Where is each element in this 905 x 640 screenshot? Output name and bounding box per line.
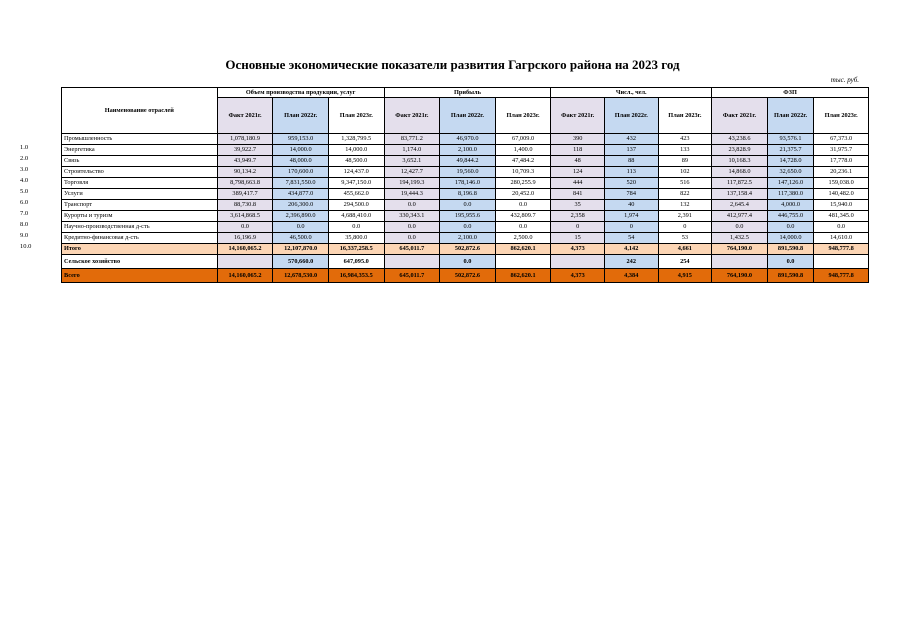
value-cell: 88,730.8 [217,200,273,211]
value-cell: 206,300.0 [273,200,329,211]
value-cell: 455,662.0 [328,189,384,200]
value-cell: 4,373 [551,244,605,255]
value-cell: 0.0 [384,233,440,244]
subheader-plan-2022: План 2022г. [604,98,658,134]
value-cell: 194,199.3 [384,178,440,189]
value-cell: 1,432.5 [712,233,768,244]
value-cell: 502,872.6 [440,244,496,255]
industry-name: Промышленность [62,134,218,145]
value-cell: 39,922.7 [217,145,273,156]
value-cell: 0.0 [384,200,440,211]
value-cell: 1,400.0 [495,145,551,156]
value-cell: 764,190.0 [712,244,768,255]
value-cell: 2,358 [551,211,605,222]
value-cell [712,255,768,269]
industry-name: Кредитно-финансовая д-сть [62,233,218,244]
value-cell: 0.0 [328,222,384,233]
value-cell: 481,345.0 [814,211,869,222]
value-cell: 67,373.0 [814,134,869,145]
value-cell: 891,590.8 [767,269,814,283]
value-cell: 195,955.6 [440,211,496,222]
value-cell: 21,375.7 [767,145,814,156]
row-number: 3.0 [20,166,29,173]
value-cell [814,255,869,269]
value-cell: 46,970.0 [440,134,496,145]
group-header-profit: Прибыль [384,88,551,98]
value-cell: 0.0 [495,200,551,211]
value-cell: 147,126.0 [767,178,814,189]
indicators-table [61,87,869,283]
units-label: тыс. руб. [830,76,859,84]
page-title: Основные экономические показатели развития Гагрского района на 2023 год [225,57,680,72]
value-cell: 43,238.6 [712,134,768,145]
value-cell: 14,160,065.2 [217,269,273,283]
value-cell: 764,190.0 [712,269,768,283]
value-cell: 254 [658,255,712,269]
total-row [62,244,869,255]
value-cell: 0.0 [273,222,329,233]
value-cell: 2,396,890.0 [273,211,329,222]
value-cell: 4,384 [604,269,658,283]
value-cell: 48,000.0 [273,156,329,167]
value-cell: 0.0 [217,222,273,233]
industry-name: Итого [62,244,218,255]
subheader-fact-2021: Факт 2021г. [217,98,273,134]
value-cell: 432 [604,134,658,145]
value-cell: 822 [658,189,712,200]
value-cell: 8,798,663.8 [217,178,273,189]
table-row [62,233,869,244]
table-row [62,211,869,222]
value-cell: 90,134.2 [217,167,273,178]
table-row [62,167,869,178]
value-cell: 502,872.6 [440,269,496,283]
value-cell: 15,940.0 [814,200,869,211]
value-cell [384,255,440,269]
subheader-plan-2022: План 2022г. [273,98,329,134]
value-cell: 35,800.0 [328,233,384,244]
table-row [62,145,869,156]
value-cell: 89 [658,156,712,167]
value-cell: 137,158.4 [712,189,768,200]
value-cell: 113 [604,167,658,178]
value-cell: 645,011.7 [384,244,440,255]
row-number: 2.0 [20,155,29,162]
group-header-payroll: ФЗП [712,88,869,98]
subheader-plan-2022: План 2022г. [767,98,814,134]
value-cell: 83,771.2 [384,134,440,145]
value-cell: 0.0 [767,222,814,233]
value-cell: 0 [551,222,605,233]
value-cell: 2,100.0 [440,233,496,244]
group-header-employees: Числ., чел. [551,88,712,98]
table-row [62,200,869,211]
value-cell: 0.0 [384,222,440,233]
value-cell: 17,778.0 [814,156,869,167]
value-cell: 10,168.3 [712,156,768,167]
value-cell: 1,174.0 [384,145,440,156]
value-cell: 14,000.0 [273,145,329,156]
industry-name: Услуги [62,189,218,200]
value-cell: 647,095.0 [328,255,384,269]
industry-name: Транспорт [62,200,218,211]
value-cell: 434,877.0 [273,189,329,200]
table-row [62,156,869,167]
value-cell: 47,484.2 [495,156,551,167]
row-number: 10.0 [20,243,32,250]
row-number: 5.0 [20,188,29,195]
value-cell: 330,343.1 [384,211,440,222]
value-cell: 423 [658,134,712,145]
value-cell: 4,661 [658,244,712,255]
value-cell: 14,868.0 [712,167,768,178]
value-cell: 570,660.0 [273,255,329,269]
industry-name: Курорты и туризм [62,211,218,222]
row-number: 7.0 [20,210,29,217]
value-cell: 1,328,799.5 [328,134,384,145]
value-cell: 3,614,868.5 [217,211,273,222]
value-cell: 14,160,065.2 [217,244,273,255]
value-cell [217,255,273,269]
value-cell: 14,610.0 [814,233,869,244]
value-cell: 432,809.7 [495,211,551,222]
value-cell: 7,831,550.0 [273,178,329,189]
subheader-plan-2022: План 2022г. [440,98,496,134]
value-cell [551,255,605,269]
industry-name: Торговля [62,178,218,189]
value-cell: 3,652.1 [384,156,440,167]
value-cell: 49,844.2 [440,156,496,167]
value-cell: 19,444.3 [384,189,440,200]
value-cell: 19,560.0 [440,167,496,178]
value-cell: 48,500.0 [328,156,384,167]
row-number: 6.0 [20,199,29,206]
value-cell: 40 [604,200,658,211]
industry-name: Научно-производственная д-сть [62,222,218,233]
value-cell: 784 [604,189,658,200]
value-cell: 948,777.8 [814,269,869,283]
value-cell: 0 [604,222,658,233]
value-cell: 170,600.0 [273,167,329,178]
value-cell: 9,347,150.0 [328,178,384,189]
subheader-plan-2023: План 2023г. [814,98,869,134]
value-cell: 43,949.7 [217,156,273,167]
value-cell: 46,500.0 [273,233,329,244]
value-cell: 159,038.0 [814,178,869,189]
value-cell: 390 [551,134,605,145]
value-cell: 412,977.4 [712,211,768,222]
industry-name: Строительство [62,167,218,178]
value-cell: 0.0 [440,222,496,233]
value-cell: 48 [551,156,605,167]
value-cell: 132 [658,200,712,211]
value-cell: 2,645.4 [712,200,768,211]
value-cell: 14,000.0 [767,233,814,244]
value-cell: 67,009.0 [495,134,551,145]
value-cell: 4,373 [551,269,605,283]
value-cell: 2,500.0 [495,233,551,244]
value-cell: 16,196.9 [217,233,273,244]
value-cell: 948,777.8 [814,244,869,255]
value-cell: 1,078,180.9 [217,134,273,145]
agri-row [62,255,869,269]
value-cell: 0.0 [495,222,551,233]
value-cell: 446,755.0 [767,211,814,222]
value-cell: 54 [604,233,658,244]
industry-name: Всего [62,269,218,283]
value-cell: 2,100.0 [440,145,496,156]
value-cell: 31,975.7 [814,145,869,156]
value-cell: 841 [551,189,605,200]
value-cell: 16,984,353.5 [328,269,384,283]
subheader-plan-2023: План 2023г. [495,98,551,134]
value-cell: 4,000.0 [767,200,814,211]
subheader-fact-2021: Факт 2021г. [384,98,440,134]
value-cell: 20,452.0 [495,189,551,200]
table-row [62,222,869,233]
table-row [62,134,869,145]
value-cell: 444 [551,178,605,189]
name-column-header: Наименование отраслей [62,88,218,134]
subheader-plan-2023: План 2023г. [658,98,712,134]
value-cell: 4,688,410.0 [328,211,384,222]
value-cell: 14,000.0 [328,145,384,156]
value-cell: 15 [551,233,605,244]
value-cell: 2,391 [658,211,712,222]
value-cell: 389,417.7 [217,189,273,200]
value-cell: 645,011.7 [384,269,440,283]
value-cell: 118 [551,145,605,156]
subheader-fact-2021: Факт 2021г. [712,98,768,134]
value-cell: 12,107,870.0 [273,244,329,255]
row-number: 1.0 [20,144,29,151]
value-cell: 4,915 [658,269,712,283]
value-cell: 140,482.0 [814,189,869,200]
value-cell: 12,678,530.0 [273,269,329,283]
value-cell: 16,337,258.5 [328,244,384,255]
value-cell: 137 [604,145,658,156]
value-cell: 516 [658,178,712,189]
value-cell: 520 [604,178,658,189]
value-cell: 12,427.7 [384,167,440,178]
value-cell: 0 [658,222,712,233]
value-cell: 35 [551,200,605,211]
subheader-plan-2023: План 2023г. [328,98,384,134]
value-cell: 862,620.1 [495,244,551,255]
value-cell: 14,728.0 [767,156,814,167]
table-row [62,189,869,200]
industry-name: Связь [62,156,218,167]
row-number: 8.0 [20,221,29,228]
value-cell: 102 [658,167,712,178]
value-cell: 242 [604,255,658,269]
value-cell: 20,236.1 [814,167,869,178]
value-cell: 294,500.0 [328,200,384,211]
value-cell: 124,437.0 [328,167,384,178]
value-cell [495,255,551,269]
value-cell: 32,650.0 [767,167,814,178]
industry-name: Сельское хозяйство [62,255,218,269]
value-cell: 0.0 [767,255,814,269]
row-number: 4.0 [20,177,29,184]
value-cell: 124 [551,167,605,178]
value-cell: 0.0 [712,222,768,233]
value-cell: 862,620.1 [495,269,551,283]
value-cell: 88 [604,156,658,167]
value-cell: 1,974 [604,211,658,222]
value-cell: 178,146.0 [440,178,496,189]
grand-row [62,269,869,283]
industry-name: Энергетика [62,145,218,156]
value-cell: 133 [658,145,712,156]
value-cell: 0.0 [814,222,869,233]
value-cell: 4,142 [604,244,658,255]
row-number: 9.0 [20,232,29,239]
value-cell: 0.0 [440,255,496,269]
table-row [62,178,869,189]
value-cell: 117,380.0 [767,189,814,200]
group-header-production: Объем производства продукции, услуг [217,88,384,98]
value-cell: 117,872.5 [712,178,768,189]
value-cell: 8,196.8 [440,189,496,200]
value-cell: 959,153.0 [273,134,329,145]
value-cell: 891,590.8 [767,244,814,255]
value-cell: 93,576.1 [767,134,814,145]
value-cell: 0.0 [440,200,496,211]
value-cell: 10,709.3 [495,167,551,178]
value-cell: 23,828.9 [712,145,768,156]
value-cell: 280,255.9 [495,178,551,189]
subheader-fact-2021: Факт 2021г. [551,98,605,134]
value-cell: 53 [658,233,712,244]
